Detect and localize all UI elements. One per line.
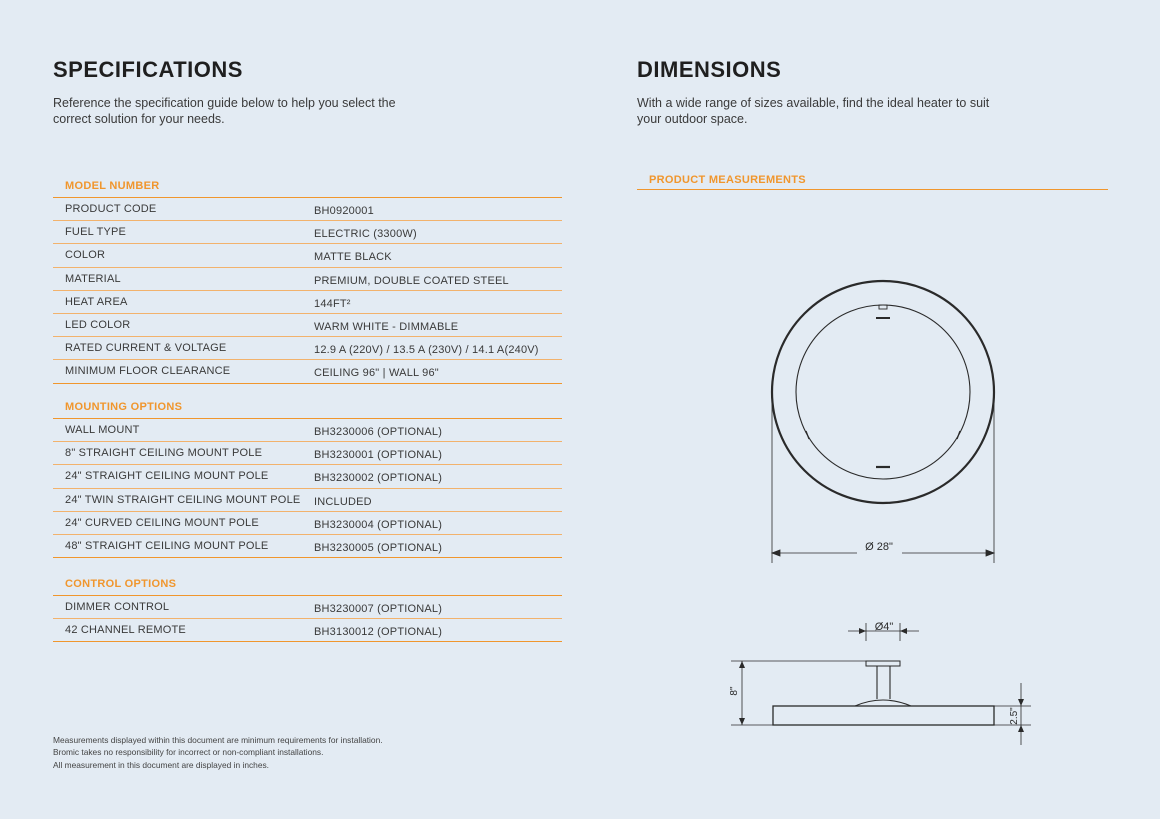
row-label: 24" CURVED CEILING MOUNT POLE [65,516,259,529]
row-value: PREMIUM, DOUBLE COATED STEEL [314,274,509,287]
row-label: 8" STRAIGHT CEILING MOUNT POLE [65,447,263,460]
row-label: RATED CURRENT & VOLTAGE [65,342,227,355]
heater-outer-ring [772,281,994,503]
row-label: LED COLOR [65,319,131,332]
heater-body-profile [773,706,994,725]
heater-side-clip-right [957,431,960,439]
section-title: MOUNTING OPTIONS [53,396,562,419]
row-value: BH3230002 (OPTIONAL) [314,472,443,485]
heater-side-view [731,623,1031,745]
heater-top-bracket [879,305,887,309]
row-label: MATERIAL [65,272,121,285]
row-value: BH3230007 (OPTIONAL) [314,603,443,616]
row-value: BH3230001 (OPTIONAL) [314,449,443,462]
row-label: MINIMUM FLOOR CLEARANCE [65,365,231,378]
row-value: BH3230004 (OPTIONAL) [314,518,443,531]
dimensions-title: DIMENSIONS [637,57,782,82]
row-value: BH3230006 (OPTIONAL) [314,426,443,439]
row-value: WARM WHITE - DIMMABLE [314,321,459,334]
section-title: MODEL NUMBER [53,175,562,198]
specifications-intro-line1: Reference the specification guide below to help you select the [53,96,396,110]
row-label: HEAT AREA [65,295,128,308]
drop-height-label: 8" [729,686,740,696]
diameter-label: Ø 28" [865,541,893,553]
row-label: COLOR [65,249,106,262]
specifications-title: SPECIFICATIONS [53,57,243,82]
row-value: 12.9 A (220V) / 13.5 A (230V) / 14.1 A(240V) [314,344,539,357]
row-value: BH3130012 (OPTIONAL) [314,626,443,639]
row-label: WALL MOUNT [65,424,140,437]
footnote-line: Bromic takes no responsibility for incorrect or non-compliant installations. [53,747,324,758]
dimensions-intro-line1: With a wide range of sizes available, find the ideal heater to suit [637,96,990,110]
row-value: MATTE BLACK [314,251,392,264]
heater-front-view [772,281,994,503]
row-value: 144FT² [314,297,351,310]
row-label: 42 CHANNEL REMOTE [65,624,186,637]
row-value: BH0920001 [314,205,374,218]
row-value: INCLUDED [314,495,372,508]
pole-diameter-label: Ø4" [874,621,894,633]
footnote-line: Measurements displayed within this document are minimum requirements for installation. [53,735,383,745]
row-value: BH3230005 (OPTIONAL) [314,542,443,555]
row-label: DIMMER CONTROL [65,601,170,614]
row-label: 24" STRAIGHT CEILING MOUNT POLE [65,470,269,483]
heater-inner-ring [796,305,970,479]
row-label: FUEL TYPE [65,226,127,239]
dimensions-intro-line2: your outdoor space. [637,112,748,126]
footnote-line: All measurement in this document are displayed in inches. [53,759,269,770]
row-label: 24" TWIN STRAIGHT CEILING MOUNT POLE [65,493,301,506]
heater-side-clip-left [806,431,809,439]
body-height-label: 2.5" [1009,707,1020,725]
section-title: CONTROL OPTIONS [53,573,562,596]
specifications-intro-line2: correct solution for your needs. [53,112,225,126]
row-value: CEILING 96" | WALL 96" [314,367,439,380]
row-label: PRODUCT CODE [65,203,157,216]
row-value: ELECTRIC (3300W) [314,228,417,241]
diameter-dimension [772,392,994,563]
row-label: 48" STRAIGHT CEILING MOUNT POLE [65,540,269,553]
product-measurements-title: PRODUCT MEASUREMENTS [637,170,1108,190]
